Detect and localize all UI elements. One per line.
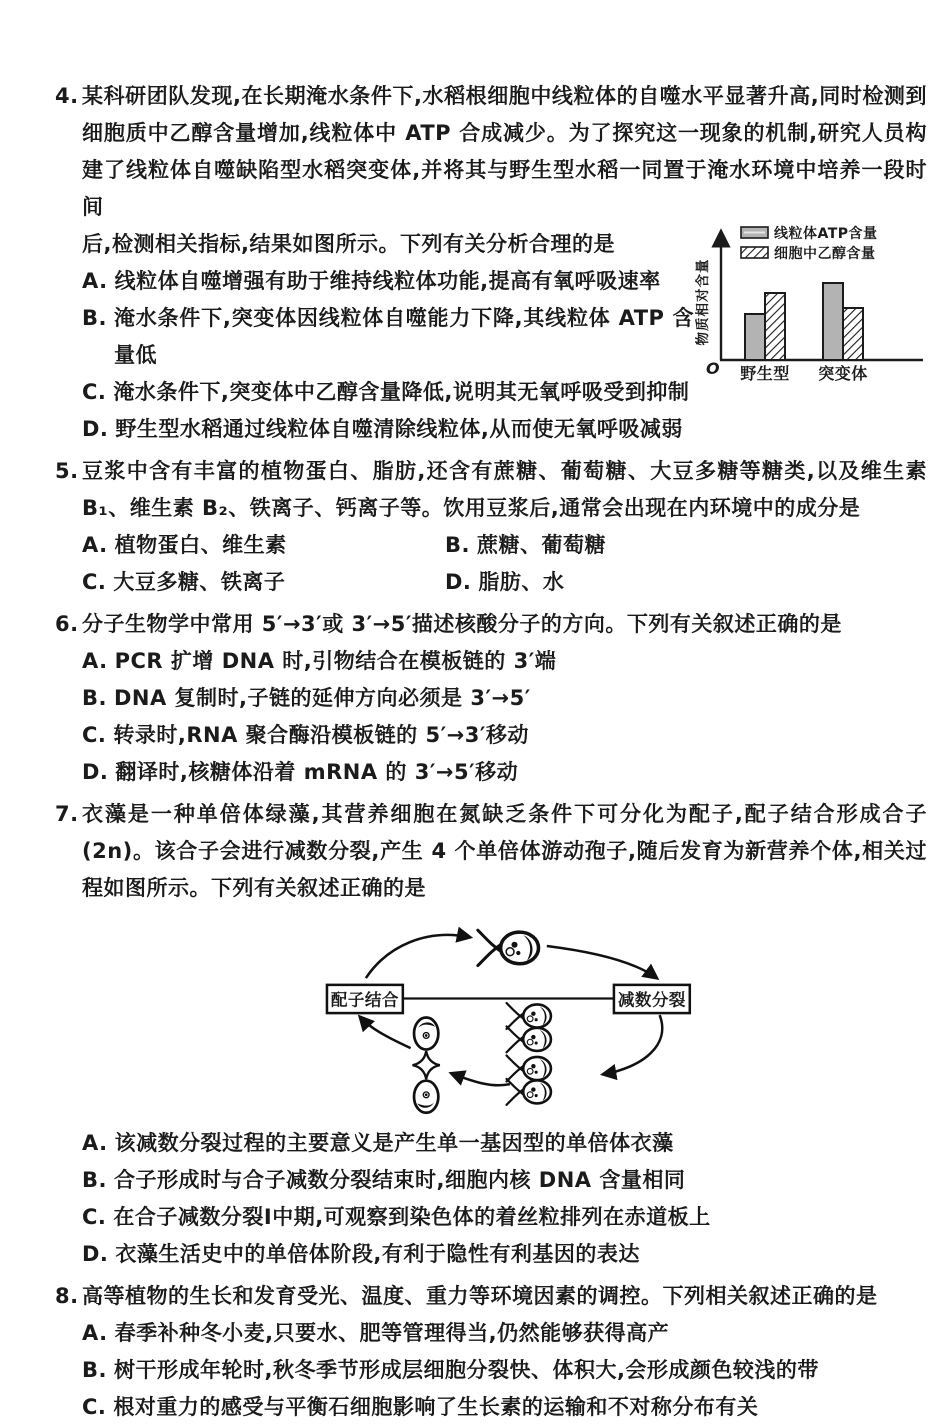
bar-mutant-ethanol <box>843 308 863 360</box>
zoospore-cell-2 <box>507 1026 551 1052</box>
option-text: 淹水条件下,突变体中乙醇含量降低,说明其无氧呼吸受到抑制 <box>113 380 690 404</box>
option-label: A. <box>82 649 108 673</box>
fusion-star <box>413 1051 440 1079</box>
question-8-option-b <box>82 1352 927 1389</box>
question-6-number: 6. <box>55 612 79 636</box>
question-7-option-a <box>82 1125 927 1162</box>
option-text: DNA 复制时,子链的延伸方向必须是 3′→5′ <box>113 686 531 710</box>
question-5-option-d <box>445 564 927 601</box>
question-7-option-c <box>82 1199 927 1236</box>
question-4-option-c <box>82 374 694 411</box>
question-4-option-b <box>82 300 694 374</box>
question-5-option-b <box>445 527 927 564</box>
option-label: C. <box>82 723 107 747</box>
question-4-option-a <box>82 263 694 300</box>
question-5-option-a <box>82 527 445 564</box>
question-5-stem: 豆浆中含有丰富的植物蛋白、脂肪,还含有蔗糖、葡萄糖、大豆多糖等糖类,以及维生素 B₁、维生素 B₂、铁离子、钙离子等。饮用豆浆后,通常会出现在内环境中的成分是 <box>82 459 927 520</box>
option-text: 植物蛋白、维生素 <box>114 533 287 557</box>
option-label: A. <box>82 1131 108 1155</box>
arrow-zoospores-to-gametes <box>451 1073 509 1085</box>
option-text: 翻译时,核糖体沿着 mRNA 的 3′→5′移动 <box>115 760 519 784</box>
category-wildtype: 野生型 <box>740 364 790 383</box>
question-7 <box>55 796 927 1273</box>
option-text: 合子形成时与合子减数分裂结束时,细胞内核 DNA 含量相同 <box>113 1168 686 1192</box>
bar-wildtype-atp <box>745 314 765 360</box>
option-text: 树干形成年轮时,秋冬季节形成层细胞分裂快、体积大,会形成颜色较浅的带 <box>113 1358 819 1382</box>
q7-life-cycle-diagram <box>284 909 927 1123</box>
option-text: 衣藻生活史中的单倍体阶段,有利于隐性有利基因的表达 <box>115 1242 640 1266</box>
question-8-stem: 高等植物的生长和发育受光、温度、重力等环境因素的调控。下列相关叙述正确的是 <box>82 1284 878 1308</box>
option-label: C. <box>82 380 107 404</box>
option-text: 淹水条件下,突变体因线粒体自噬能力下降,其线粒体 ATP 含量低 <box>113 306 694 367</box>
zygote-cell <box>478 930 539 965</box>
question-6 <box>55 606 927 791</box>
question-5-options <box>82 527 927 601</box>
question-7-number: 7. <box>55 802 79 826</box>
option-label: B. <box>445 533 470 557</box>
question-4-body <box>82 226 927 448</box>
question-4-stem-part1: 某科研团队发现,在长期淹水条件下,水稻根细胞中线粒体的自噬水平显著升高,同时检测到细胞质中乙醇含量增加,线粒体中 ATP 合成减少。为了探究这一现象的机制,研究人员构建了线粒体自噬缺陷型水稻突变体,并将其与野生型水稻一同置于淹水环境中培养一段时间 <box>82 84 927 219</box>
option-text: 该减数分裂过程的主要意义是产生单一基因型的单倍体衣藻 <box>114 1131 674 1155</box>
bar-chart-figure <box>695 214 927 386</box>
zoospore-cell-1 <box>507 1003 551 1029</box>
option-label: A. <box>82 533 108 557</box>
option-text: 春季补种冬小麦,只要水、肥等管理得当,仍然能够获得高产 <box>114 1321 670 1345</box>
option-label: C. <box>82 1395 107 1419</box>
option-label: B. <box>82 686 107 710</box>
option-label: D. <box>82 1242 109 1266</box>
bar-wildtype-ethanol <box>765 293 785 360</box>
option-label: A. <box>82 1321 108 1345</box>
option-text: 转录时,RNA 聚合酶沿模板链的 5′→3′移动 <box>113 723 529 747</box>
bar-mutant-atp <box>823 283 843 360</box>
question-4-option-d <box>82 411 694 448</box>
option-text: 蔗糖、葡萄糖 <box>476 533 606 557</box>
meiosis-label: 减数分裂 <box>617 990 686 1010</box>
gamete-fusion-label: 配子结合 <box>330 990 399 1010</box>
option-label: D. <box>82 760 109 784</box>
arrow-gametes-to-fusion <box>360 1017 411 1048</box>
option-label: B. <box>82 1168 107 1192</box>
question-8-option-a <box>82 1315 927 1352</box>
question-6-option-c <box>82 717 927 754</box>
question-6-option-b <box>82 680 927 717</box>
question-5 <box>55 453 927 601</box>
question-8 <box>55 1278 927 1426</box>
gamete-cell-bottom <box>414 1081 438 1113</box>
option-label: D. <box>82 417 109 441</box>
q4-bar-chart <box>695 214 927 398</box>
arrow-fusion-to-zygote <box>366 935 470 978</box>
legend-label-atp: 线粒体ATP含量 <box>774 226 878 242</box>
chart-legend <box>741 225 878 262</box>
option-label: C. <box>82 1205 107 1229</box>
question-4-stem-part2: 后,检测相关指标,结果如图所示。下列有关分析合理的是 <box>82 232 615 256</box>
legend-label-ethanol: 细胞中乙醇含量 <box>774 246 876 262</box>
option-label: D. <box>445 570 472 594</box>
question-8-number: 8. <box>55 1284 79 1308</box>
option-text: 脂肪、水 <box>478 570 565 594</box>
legend-swatch-ethanol-icon <box>741 247 768 258</box>
option-text: 线粒体自噬增强有助于维持线粒体功能,提高有氧呼吸速率 <box>114 269 661 293</box>
zoospore-cell-3 <box>507 1056 551 1082</box>
zoospore-cell-4 <box>507 1079 551 1105</box>
option-label: A. <box>82 269 108 293</box>
question-8-option-c <box>82 1389 927 1426</box>
gamete-cell-top <box>414 1017 438 1049</box>
y-axis-label: 物质相对含量 <box>695 258 711 346</box>
arrow-meiosis-to-zoospores <box>603 1015 662 1074</box>
option-label: C. <box>82 570 107 594</box>
life-cycle-figure <box>284 909 724 1123</box>
question-6-option-d <box>82 754 927 791</box>
question-6-option-a <box>82 643 927 680</box>
question-7-stem: 衣藻是一种单倍体绿藻,其营养细胞在氮缺乏条件下可分化为配子,配子结合形成合子(2n)。该合子会进行减数分裂,产生 4 个单倍体游动孢子,随后发育为新营养个体,相关过程如图所示。下列有关叙述正确的是 <box>82 802 927 900</box>
option-text: 大豆多糖、铁离子 <box>113 570 286 594</box>
question-7-option-b <box>82 1162 927 1199</box>
option-label: B. <box>82 306 107 330</box>
question-5-number: 5. <box>55 459 79 483</box>
category-mutant: 突变体 <box>818 364 868 383</box>
option-label: B. <box>82 1358 107 1382</box>
option-text: PCR 扩增 DNA 时,引物结合在模板链的 3′端 <box>114 649 557 673</box>
question-6-stem: 分子生物学中常用 5′→3′或 3′→5′描述核酸分子的方向。下列有关叙述正确的是 <box>82 612 842 636</box>
question-5-option-c <box>82 564 445 601</box>
option-text: 野生型水稻通过线粒体自噬清除线粒体,从而使无氧呼吸减弱 <box>115 417 683 441</box>
option-text: 根对重力的感受与平衡石细胞影响了生长素的运输和不对称分布有关 <box>113 1395 759 1419</box>
question-4-number: 4. <box>55 84 79 108</box>
question-7-option-d <box>82 1236 927 1273</box>
question-4 <box>55 78 927 448</box>
option-text: 在合子减数分裂Ⅰ中期,可观察到染色体的着丝粒排列在赤道板上 <box>113 1205 711 1229</box>
origin-label: O <box>706 359 721 378</box>
arrow-zygote-to-meiosis <box>547 946 657 978</box>
